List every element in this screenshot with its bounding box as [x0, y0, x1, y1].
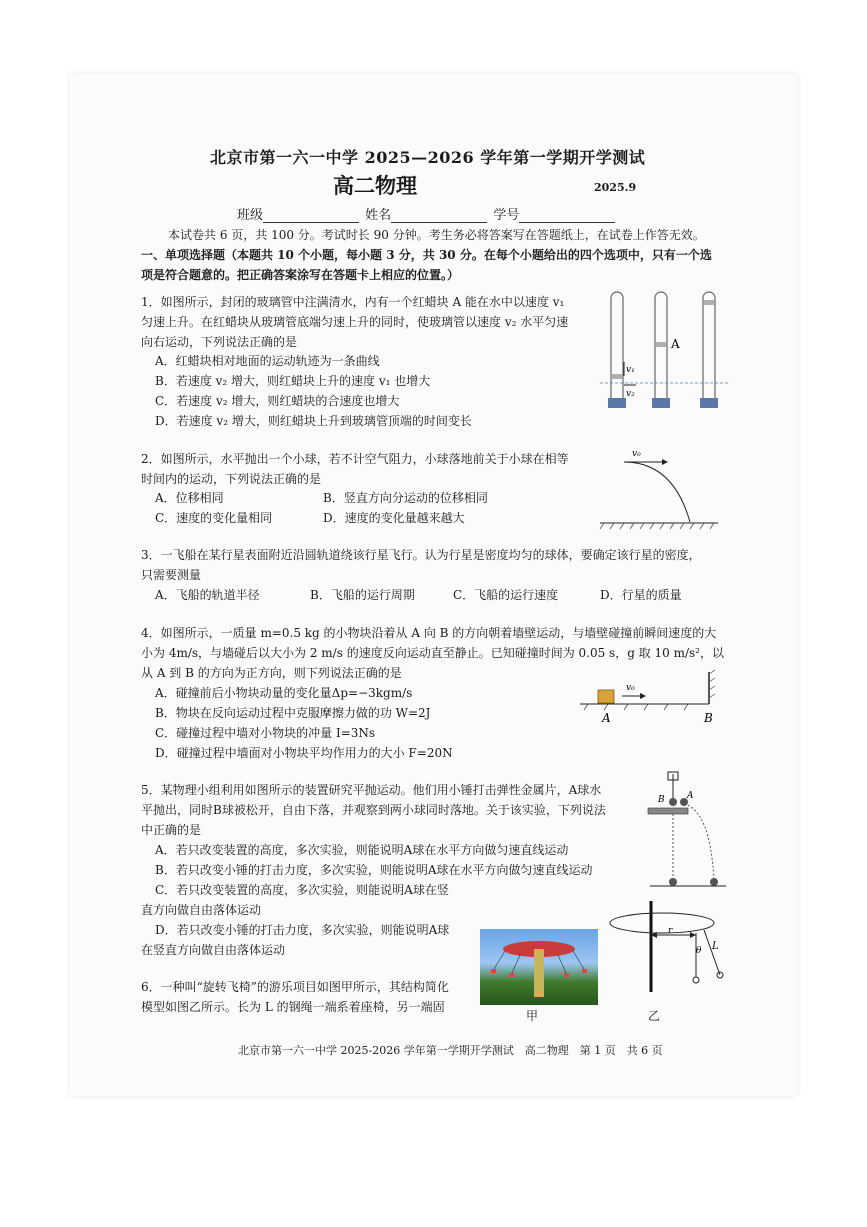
q5-option-a[interactable]: A．若只改变装置的高度，多次实验，则能说明A球在水平方向做匀速直线运动 [155, 843, 569, 857]
q6-stem-line: 模型如图乙所示。长为 L 的钢绳一端系着座椅，另一端固 [141, 1000, 445, 1014]
q4-stem-line: 从 A 到 B 的方向为正方向，则下列说法正确的是 [141, 666, 402, 680]
ball-b-label: B [658, 795, 665, 805]
q4-option-d[interactable]: D．碰撞过程中墙面对小物块平均作用力的大小 F=20N [155, 746, 453, 760]
v0-label: v₀ [626, 683, 635, 693]
swing-ride-picture [480, 929, 598, 1005]
q5-stem-line: 平抛出，同时B球被松开，自由下落，并观察到两小球同时落地。关于该实验，下列说法 [141, 803, 606, 817]
q2-option-b[interactable]: B．竖直方向分运动的位移相同 [323, 491, 488, 505]
q5-option-c-cont: 直方向做自由落体运动 [141, 903, 262, 917]
q5-option-b[interactable]: B．若只改变小锤的打击力度，多次实验，则能说明A球在水平方向做匀速直线运动 [155, 863, 593, 877]
q1-option-a[interactable]: A．红蜡块相对地面的运动轨迹为一条曲线 [155, 354, 380, 368]
name-label: 姓名 [365, 208, 392, 223]
tube-3 [703, 292, 715, 404]
projectile-apparatus-figure [640, 770, 730, 892]
exam-title: 北京市第一六一中学 2025—2026 学年第一学期开学测试 [210, 148, 646, 167]
name-field[interactable] [391, 208, 487, 223]
q4-option-b[interactable]: B．物块在反向运动过程中克服摩擦力做的功 W=2J [155, 706, 431, 720]
q4-option-c[interactable]: C．碰撞过程中墙对小物块的冲量 I=3Ns [155, 726, 376, 740]
q1-stem-line: 匀速上升。在红蜡块从玻璃管底端匀速上升的同时，使玻璃管以速度 v₂ 水平匀速 [141, 315, 569, 329]
q5-option-d[interactable]: D．若只改变小锤的打击力度，多次实验，则能说明A球 [155, 923, 450, 937]
block-icon [598, 690, 614, 703]
q5-stem-line: 5．某物理小组利用如图所示的装置研究平抛运动。他们用小锤打击弹性金属片，A球水 [141, 783, 602, 797]
theta-label: θ [696, 946, 702, 956]
tube-1 [611, 292, 623, 404]
glass-tubes-figure [600, 286, 730, 416]
swing-model-figure [606, 897, 726, 992]
q3-option-b[interactable]: B．飞船的运行周期 [310, 588, 415, 602]
ball-b-icon [669, 798, 677, 806]
class-field[interactable] [263, 208, 359, 223]
q4-option-a[interactable]: A．碰撞前后小物块动量的变化量Δp=−3kgm/s [155, 686, 413, 700]
q5-option-d-cont: 在竖直方向做自由落体运动 [141, 943, 286, 957]
q6-stem-line: 6．一种叫“旋转飞椅”的游乐项目如图甲所示，其结构简化 [141, 980, 449, 994]
q3-option-a[interactable]: A．飞船的轨道半径 [155, 588, 260, 602]
q5-stem-line: 中正确的是 [141, 823, 202, 837]
v2-label: v₂ [626, 389, 635, 399]
projectile-figure [598, 446, 723, 532]
point-b-label: B [704, 711, 713, 725]
exam-date: 2025.9 [594, 181, 637, 194]
q2-option-a[interactable]: A．位移相同 [155, 491, 224, 505]
q1-option-c[interactable]: C．若速度 v₂ 增大，则红蜡块的合速度也增大 [155, 394, 400, 408]
q2-stem-line: 时间内的运动，下列说法正确的是 [141, 472, 322, 486]
q3-option-c[interactable]: C．飞船的运行速度 [453, 588, 559, 602]
v0-label: v₀ [632, 449, 641, 459]
q2-stem-line: 2．如图所示，水平抛出一个小球，若不计空气阻力，小球落地前关于小球在相等 [141, 452, 569, 466]
id-label: 学号 [493, 208, 520, 223]
class-label: 班级 [237, 208, 264, 223]
q1-stem-line: 向右运动，下列说法正确的是 [141, 335, 298, 349]
exam-subject: 高二物理 [333, 173, 417, 198]
q1-option-d[interactable]: D．若速度 v₂ 增大，则红蜡块上升到玻璃管顶端的时间变长 [155, 414, 472, 428]
id-field[interactable] [519, 208, 615, 223]
tube-label-a: A [671, 337, 680, 351]
block-wall-figure [578, 668, 718, 728]
q1-stem-line: 1．如图所示，封闭的玻璃管中注满清水，内有一个红蜡块 A 能在水中以速度 v₁ [141, 295, 565, 309]
photo-label-jia: 甲 [526, 1009, 539, 1023]
q4-stem-line: 4．如图所示，一质量 m=0.5 kg 的小物块沿着从 A 向 B 的方向朝着墙壁运动，与墙壁碰撞前瞬间速度的大 [141, 626, 717, 640]
section1-heading: 一、单项选择题（本题共 10 个小题，每小题 3 分，共 30 分。在每个小题给出的四个选项中，只有一个选 [141, 248, 712, 262]
ball-a-label: A [687, 791, 694, 801]
q1-option-b[interactable]: B．若速度 v₂ 增大，则红蜡块上升的速度 v₁ 也增大 [155, 374, 431, 388]
student-info-row [237, 204, 617, 223]
point-a-label: A [602, 711, 611, 725]
page-footer: 北京市第一六一中学 2025-2026 学年第一学期开学测试 高二物理 第 1 页 共 6 页 [238, 1044, 663, 1057]
q3-option-d[interactable]: D．行星的质量 [600, 588, 682, 602]
radius-label: r [668, 926, 673, 936]
q2-option-c[interactable]: C．速度的变化量相同 [155, 511, 273, 525]
length-label: L [712, 941, 719, 952]
q3-stem-line: 3．一飞船在某行星表面附近沿圆轨道绕该行星飞行。认为行星是密度均匀的球体，要确定该行星的密度， [141, 548, 701, 562]
q4-stem-line: 小为 4m/s，与墙碰后以大小为 2 m/s 的速度反向运动直至静止。已知碰撞时间为 0.05 s，g 取 10 m/s²，以 [141, 646, 724, 660]
q5-option-c[interactable]: C．若只改变装置的高度，多次实验，则能说明A球在竖 [155, 883, 449, 897]
q2-option-d[interactable]: D．速度的变化量越来越大 [323, 511, 465, 525]
tube-2 [655, 292, 667, 404]
v1-label: v₁ [626, 365, 635, 375]
model-label-yi: 乙 [648, 1009, 661, 1023]
instructions: 本试卷共 6 页，共 100 分。考试时长 90 分钟。考生务必将答案写在答题纸上，在试卷上作答无效。 [168, 228, 705, 242]
section1-heading-2: 项是符合题意的。把正确答案涂写在答题卡上相应的位置。） [141, 268, 460, 282]
swing-ride-photo [480, 929, 598, 1005]
q3-stem-line: 只需要测量 [141, 568, 202, 582]
